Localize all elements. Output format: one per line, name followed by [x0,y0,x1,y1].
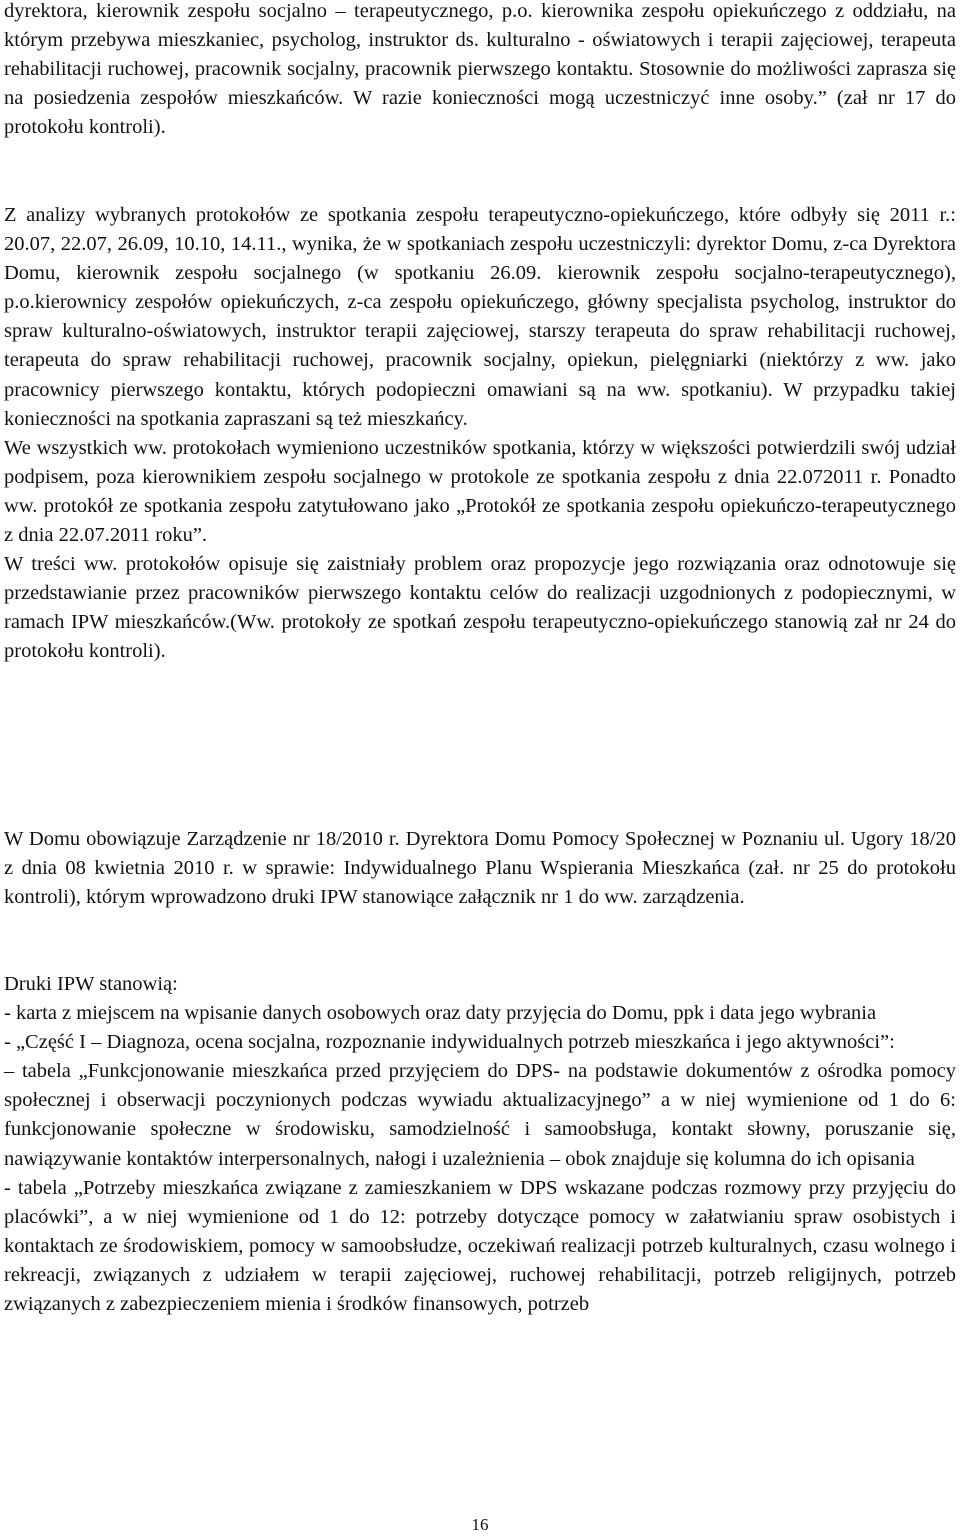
text-block-2 [4,201,956,667]
page-number: 16 [471,1515,489,1534]
paragraph: Druki IPW stanowią: [4,973,178,995]
list-item: - „Część I – Diagnoza, ocena socjalna, rozpoznanie indywidualnych potrzeb mieszkańca i jego aktywności”: [4,1031,895,1054]
list-item: - karta z miejscem na wpisanie danych osobowych oraz daty przyjęcia do Domu, ppk i data jego wybrania [4,1002,877,1025]
list-item: – tabela „Funkcjonowanie mieszkańca przed przyjęciem do DPS- na podstawie dokumentów z ośrodka pomocy społecznej i obserwacji poczynionych podczas wywiadu aktualizacyjnego” a w niej wymienione od 1 do 6: funkcjonowanie społeczne w środowisku, samodzielność i samoobsługa, kontakt słowny, poruszanie się, nawiązywanie kontaktów interpersonalnych, nałogi i uzależnienia – obok znajduje się kolumna do ich opisania [4,1060,956,1170]
text-block-4 [4,970,956,1319]
paragraph: Z analizy wybranych protokołów ze spotkania zespołu terapeutyczno-opiekuńczego, które odbyły się 2011 r.: 20.07, 22.07, 26.09, 10.10, 14.11., wynika, że w spotkaniach zespołu uczestniczyli: dyrektor Domu, z-ca Dyrektora Domu, kierownik zespołu socjalnego (w spotkaniu 26.09. kierownik zespołu socjalno-terapeutycznego), p.o.kierownicy zespołów opiekuńczych, z-ca zespołu opiekuńczego, główny specjalista psycholog, instruktor do spraw kulturalno-oświatowych, instruktor terapii zajęciowej, starszy terapeuta do spraw rehabilitacji ruchowej, terapeuta do spraw rehabilitacji ruchowej, pracownik socjalny, opiekun, pielęgniarki (niektórzy z ww. jako pracownicy pierwszego kontaktu, których podopieczni omawiani są na ww. spotkaniu). W przypadku takiej konieczności na spotkania zapraszani są też mieszkańcy. [4,204,956,430]
text-block-1 [4,0,956,142]
paragraph: W treści ww. protokołów opisuje się zaistniały problem oraz propozycje jego rozwiązania oraz odnotowuje się przedstawianie przez pracowników pierwszego kontaktu celów do realizacji uzgodnionych z podopiecznymi, w ramach IPW mieszkańców.(Ww. protokoły ze spotkań zespołu terapeutyczno-opiekuńczego stanowią zał nr 24 do protokołu kontroli). [4,553,956,663]
list-item: - tabela „Potrzeby mieszkańca związane z zamieszkaniem w DPS wskazane podczas rozmowy przy przyjęciu do placówki”, a w niej wymienione od 1 do 12: potrzeby dotyczące pomocy w załatwianiu spraw osobistych i kontaktach ze środowiskiem, pomocy w samoobsłudze, oczekiwań realizacji potrzeb kulturalnych, czasu wolnego i rekreacji, związanych z udziałem w terapii zajęciowej, ruchowej rehabilitacji, potrzeb religijnych, potrzeb związanych z zabezpieczeniem mienia i środków finansowych, potrzeb [4,1176,956,1316]
text-block-3 [4,825,956,912]
paragraph: W Domu obowiązuje Zarządzenie nr 18/2010 r. Dyrektora Domu Pomocy Społecznej w Poznaniu ul. Ugory 18/20 z dnia 08 kwietnia 2010 r. w sprawie: Indywidualnego Planu Wspierania Mieszkańca (zał. nr 25 do protokołu kontroli), którym wprowadzono druki IPW stanowiące załącznik nr 1 do ww. zarządzenia. [4,828,956,909]
paragraph: We wszystkich ww. protokołach wymieniono uczestników spotkania, którzy w większości potwierdzili swój udział podpisem, poza kierownikiem zespołu socjalnego w protokole ze spotkania zespołu z dnia 22.072011 r. Ponadto ww. protokół ze spotkania zespołu zatytułowano jako „Protokół ze spotkania zespołu opiekuńczo-terapeutycznego z dnia 22.07.2011 roku”. [4,436,956,547]
document-page [4,0,956,1537]
paragraph: dyrektora, kierownik zespołu socjalno – terapeutycznego, p.o. kierownika zespołu opiekuńczego z oddziału, na którym przebywa mieszkaniec, psycholog, instruktor ds. kulturalno - oświatowych i terapii zajęciowej, terapeuta rehabilitacji ruchowej, pracownik socjalny, pracownik pierwszego kontaktu. Stosownie do możliwości zaprasza się na posiedzenia zespołów mieszkańców. W razie konieczności mogą uczestniczyć inne osoby.” (zał nr 17 do protokołu kontroli). [4,0,956,139]
